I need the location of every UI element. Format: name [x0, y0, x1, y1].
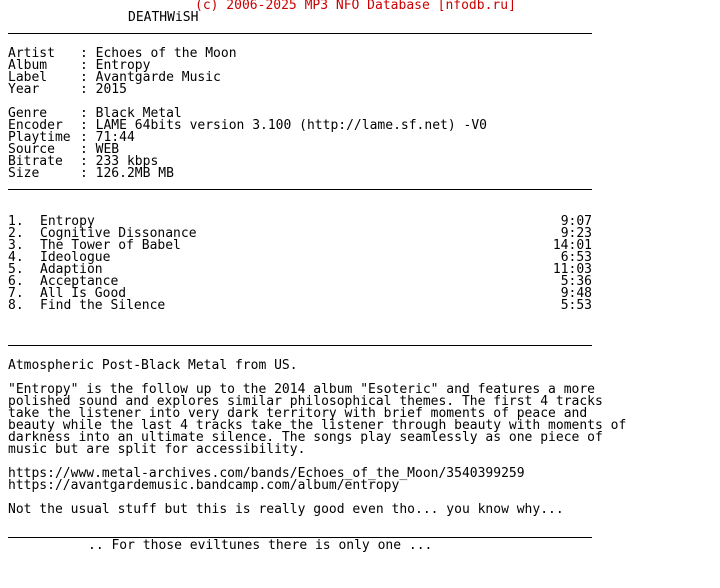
track-number: 3.	[8, 238, 24, 253]
tech-playtime: Playtime : 71:44	[8, 130, 135, 145]
comment: Not the usual stuff but this is really good even tho... you know why...	[8, 502, 564, 517]
track-number: 4.	[8, 250, 24, 265]
divider	[8, 345, 592, 346]
track-duration: 9:23	[560, 226, 592, 241]
tech-label: Size	[8, 166, 40, 181]
tech-source: Source : WEB	[8, 142, 120, 157]
track-title: Acceptance	[40, 274, 119, 289]
info-value: Avantgarde Music	[95, 70, 221, 85]
track-duration: 5:53	[560, 298, 592, 313]
track-number: 7.	[8, 286, 24, 301]
info-label: Label	[8, 70, 48, 85]
description-line: music but are split for accessibility.	[8, 442, 306, 457]
track-duration: 5:36	[560, 274, 592, 289]
tech-label: Source	[8, 142, 55, 157]
metal-archives-link[interactable]: https://www.metal-archives.com/bands/Echoes_of_the_Moon/3540399259	[8, 466, 525, 481]
release-group: DEATHWiSH	[128, 10, 199, 25]
track-title: Entropy	[40, 214, 95, 229]
tech-genre: Genre : Black Metal	[8, 106, 182, 121]
tech-encoder: Encoder : LAME 64bits version 3.100 (http://lame.sf.net) -V0	[8, 118, 487, 133]
copyright-link[interactable]: (c) 2006-2025 MP3 NFO Database [nfodb.ru]	[195, 0, 516, 13]
tech-bitrate: Bitrate : 233 kbps	[8, 154, 159, 169]
tech-value: WEB	[95, 142, 120, 157]
description-line: darkness into an ultimate silence. The songs play seamlessly as one piece of	[8, 430, 603, 445]
track-title: Adaption	[40, 262, 103, 277]
tech-value: Black Metal	[95, 106, 182, 121]
divider	[8, 189, 592, 190]
track-row	[8, 300, 592, 312]
bandcamp-link[interactable]: https://avantgardemusic.bandcamp.com/album/entropy	[8, 478, 400, 493]
track-title: All Is Good	[40, 286, 127, 301]
tech-value: 126.2MB MB	[95, 166, 174, 181]
info-label: Album	[8, 58, 48, 73]
info-label: Artist	[8, 46, 55, 61]
info-label-row: Label : Avantgarde Music	[8, 70, 221, 85]
description-line: "Entropy" is the follow up to the 2014 album "Esoteric" and features a more	[8, 382, 595, 397]
tech-label: Bitrate	[8, 154, 63, 169]
footer-slogan: .. For those eviltunes there is only one ...	[88, 538, 433, 553]
divider	[8, 33, 592, 34]
track-duration: 11:03	[552, 262, 592, 277]
track-number: 2.	[8, 226, 24, 241]
info-label: Year	[8, 82, 40, 97]
info-year: Year : 2015	[8, 82, 127, 97]
track-title: Find the Silence	[40, 298, 166, 313]
info-album: Album : Entropy	[8, 58, 151, 73]
track-duration: 14:01	[552, 238, 592, 253]
track-number: 5.	[8, 262, 24, 277]
description-line: take the listener into very dark territory with brief moments of peace and	[8, 406, 588, 421]
tagline: Atmospheric Post-Black Metal from US.	[8, 358, 298, 373]
tech-size: Size : 126.2MB MB	[8, 166, 174, 181]
tech-label: Encoder	[8, 118, 63, 133]
track-title: Ideologue	[40, 250, 111, 265]
track-title: The Tower of Babel	[40, 238, 181, 253]
tech-value: 233 kbps	[95, 154, 159, 169]
description-line: beauty while the last 4 tracks take the listener through beauty with moments of	[8, 418, 627, 433]
track-number: 8.	[8, 298, 24, 313]
track-number: 1.	[8, 214, 24, 229]
info-value: 2015	[95, 82, 127, 97]
tech-value: 71:44	[95, 130, 135, 145]
tech-label: Genre	[8, 106, 48, 121]
info-value: Entropy	[95, 58, 151, 73]
info-artist: Artist : Echoes of the Moon	[8, 46, 237, 61]
track-duration: 6:53	[560, 250, 592, 265]
tech-label: Playtime	[8, 130, 71, 145]
info-value: Echoes of the Moon	[95, 46, 237, 61]
description-line: polished sound and explores similar philosophical themes. The first 4 tracks	[8, 394, 603, 409]
tech-value: LAME 64bits version 3.100 (http://lame.sf.net) -V0	[95, 118, 487, 133]
track-number: 6.	[8, 274, 24, 289]
track-duration: 9:48	[560, 286, 592, 301]
track-duration: 9:07	[560, 214, 592, 229]
track-title: Cognitive Dissonance	[40, 226, 197, 241]
